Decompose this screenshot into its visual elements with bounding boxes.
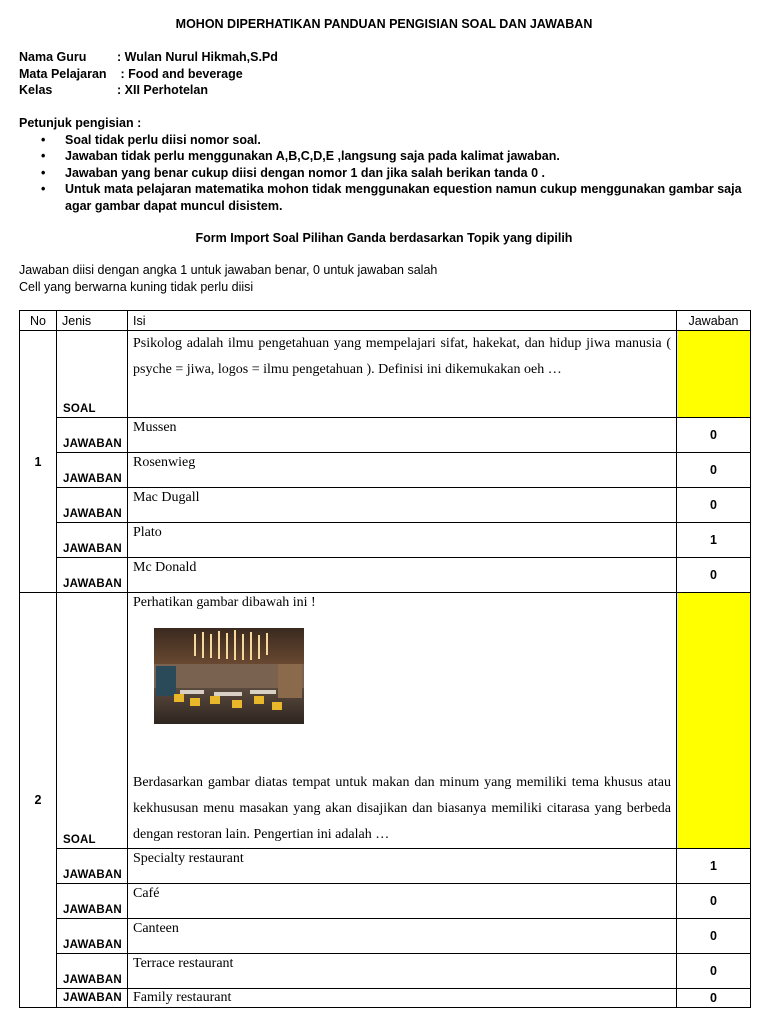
answer-value[interactable]: 0 [677,558,751,593]
jenis-jawaban: JAWABAN [57,849,128,884]
header-jawaban: Jawaban [677,311,751,331]
restaurant-photo-image [154,628,304,724]
instruction-item: • Soal tidak perlu diisi nomor soal. [19,132,749,149]
jenis-soal: SOAL [57,331,128,418]
table-row [20,558,751,593]
answer-value[interactable]: 0 [677,884,751,919]
note-line: Jawaban diisi dengan angka 1 untuk jawaban benar, 0 untuk jawaban salah [19,263,438,277]
answer-cell-blocked [677,331,751,418]
jenis-jawaban: JAWABAN [57,523,128,558]
jenis-jawaban: JAWABAN [57,954,128,989]
instructions-list [19,132,749,215]
jenis-jawaban: JAWABAN [57,488,128,523]
table-header-row [20,311,751,331]
teacher-info [19,49,278,99]
table-row [20,418,751,453]
answer-option[interactable]: Family restaurant [128,989,677,1008]
question-intro: Perhatikan gambar dibawah ini ! [133,595,316,610]
instruction-item: • Jawaban yang benar cukup diisi dengan nomor 1 dan jika salah berikan tanda 0 . [19,165,749,182]
guru-label: Nama Guru [19,50,87,64]
answer-option[interactable]: Plato [128,523,677,558]
answer-option[interactable]: Mussen [128,418,677,453]
jenis-jawaban: JAWABAN [57,989,128,1008]
question-content[interactable] [128,593,677,849]
answer-value[interactable]: 0 [677,418,751,453]
answer-value[interactable]: 0 [677,989,751,1008]
jenis-soal: SOAL [57,593,128,849]
answer-value[interactable]: 0 [677,954,751,989]
question-text[interactable]: Psikolog adalah ilmu pengetahuan yang mempelajari sifat, hakekat, dan hidup jiwa manusia ( psyche = jiwa, logos = ilmu pengetahuan ). Definisi ini dikemukakan oeh … [128,331,677,418]
jenis-jawaban: JAWABAN [57,558,128,593]
answer-option[interactable]: Mac Dugall [128,488,677,523]
answer-value[interactable]: 0 [677,453,751,488]
answer-option[interactable]: Canteen [128,919,677,954]
form-title: Form Import Soal Pilihan Ganda berdasarkan Topik yang dipilih [195,231,573,245]
answer-value[interactable]: 1 [677,523,751,558]
question-number: 1 [20,331,57,593]
answer-option[interactable]: Specialty restaurant [128,849,677,884]
header-no: No [20,311,57,331]
jenis-jawaban: JAWABAN [57,884,128,919]
answer-option[interactable]: Terrace restaurant [128,954,677,989]
table-row [20,849,751,884]
table-row [20,919,751,954]
note-line: Cell yang berwarna kuning tidak perlu diisi [19,279,254,294]
instructions-heading: Petunjuk pengisian : [19,116,142,130]
table-row [20,331,751,418]
answer-cell-blocked [677,593,751,849]
kelas-value: : XII Perhotelan [117,83,208,97]
table-row [20,954,751,989]
question-table [19,310,751,1008]
question-text: Berdasarkan gambar diatas tempat untuk makan dan minum yang memiliki tema khusus atau kekhususan menu masakan yang akan disajikan dan biasanya memiliki citarasa yang berbeda dengan restoran lain. Pengertian ini adalah … [133,775,671,842]
answer-value[interactable]: 0 [677,488,751,523]
mapel-label: Mata Pelajaran [19,66,107,81]
instruction-item: • Untuk mata pelajaran matematika mohon tidak menggunakan equestion namun cukup menggunakan gambar saja agar gambar dapat muncul disistem. [19,181,749,214]
question-number: 2 [20,593,57,1008]
jenis-jawaban: JAWABAN [57,418,128,453]
restaurant-photo [154,628,304,724]
answer-option[interactable]: Rosenwieg [128,453,677,488]
header-isi: Isi [128,311,677,331]
answer-option[interactable]: Mc Donald [128,558,677,593]
instruction-item: • Jawaban tidak perlu menggunakan A,B,C,D,E ,langsung saja pada kalimat jawaban. [19,148,749,165]
table-row [20,453,751,488]
document-title: MOHON DIPERHATIKAN PANDUAN PENGISIAN SOAL DAN JAWABAN [175,17,593,31]
answer-value[interactable]: 1 [677,849,751,884]
table-row [20,989,751,1008]
answer-value[interactable]: 0 [677,919,751,954]
instructions [19,115,749,214]
table-row [20,593,751,849]
table-row [20,523,751,558]
jenis-jawaban: JAWABAN [57,453,128,488]
kelas-label: Kelas [19,83,53,97]
table-row [20,884,751,919]
answer-option[interactable]: Café [128,884,677,919]
table-row [20,488,751,523]
jenis-jawaban: JAWABAN [57,919,128,954]
mapel-value: : Food and beverage [117,66,243,81]
guru-value: : Wulan Nurul Hikmah,S.Pd [117,50,278,64]
notes [19,262,437,295]
header-jenis: Jenis [57,311,128,331]
